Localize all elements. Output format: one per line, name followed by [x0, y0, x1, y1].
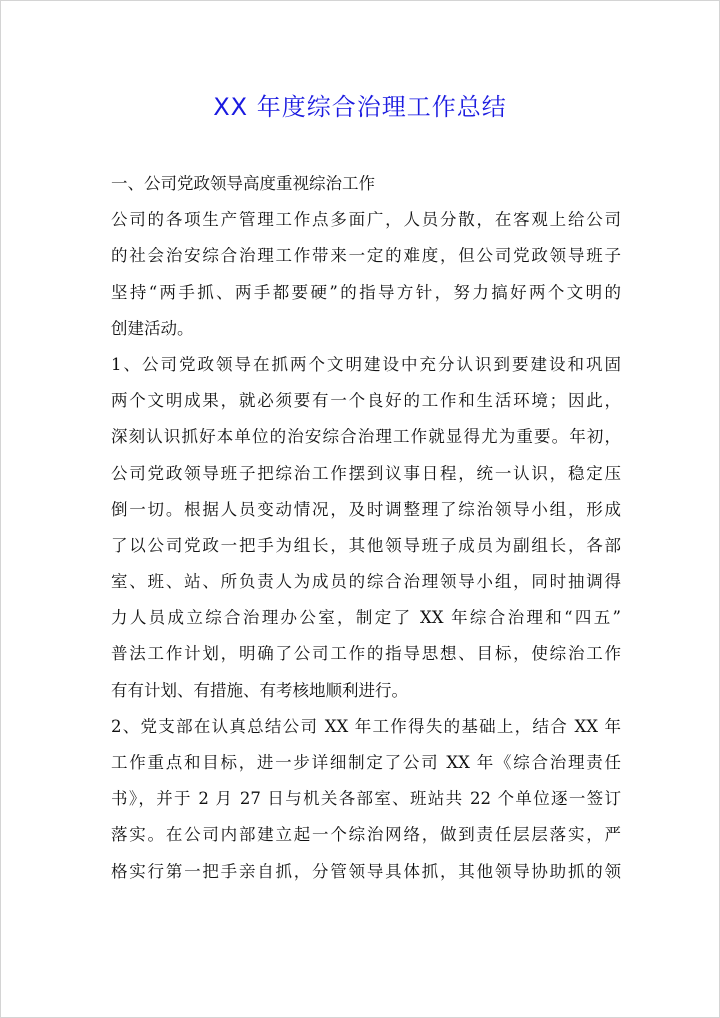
body-line: 创建活动。	[111, 318, 194, 338]
body-line: 2、党支部在认真总结公司 XX 年工作得失的基础上，结合 XX 年	[111, 716, 621, 736]
body-line: 坚持“两手抓、两手都要硬”的指导方针，努力搞好两个文明的	[111, 282, 621, 302]
body-line: 书》，并于 2 月 27 日与机关各部室、班站共 22 个单位逐一签订	[111, 789, 621, 809]
body-line: 1、公司党政领导在抓两个文明建设中充分认识到要建设和巩固	[111, 354, 621, 374]
body-line: 深刻认识抓好本单位的治安综合治理工作就显得尤为重要。年初，	[111, 427, 621, 447]
body-line: 一、公司党政领导高度重视综治工作	[111, 174, 375, 193]
body-line: 倒一切。根据人员变动情况，及时调整理了综治领导小组，形成	[111, 499, 621, 519]
body-line: 力人员成立综合治理办公室，制定了 XX 年综合治理和“四五”	[111, 608, 621, 628]
body-line: 工作重点和目标，进一步详细制定了公司 XX 年《综合治理责任	[111, 753, 621, 772]
body-line: 了以公司党政一把手为组长，其他领导班子成员为副组长，各部	[111, 535, 621, 555]
body-line: 两个文明成果，就必须要有一个良好的工作和生活环境；因此，	[111, 391, 621, 411]
body-line: 公司党政领导班子把综治工作摆到议事日程，统一认识，稳定压	[111, 463, 621, 483]
body-line: 有有计划、有措施、有考核地顺利进行。	[111, 680, 408, 700]
body-line: 的社会治安综合治理工作带来一定的难度，但公司党政领导班子	[111, 246, 621, 266]
body-line: 格实行第一把手亲自抓，分管领导具体抓，其他领导协助抓的领	[111, 861, 621, 881]
body-line: 普法工作计划，明确了公司工作的指导思想、目标，使综治工作	[111, 644, 621, 664]
body-line: 公司的各项生产管理工作点多面广，人员分散，在客观上给公司	[111, 210, 621, 230]
body-line: 室、班、站、所负责人为成员的综合治理领导小组，同时抽调得	[111, 572, 621, 592]
document-body	[111, 166, 621, 890]
body-line: 落实。在公司内部建立起一个综治网络，做到责任层层落实，严	[111, 825, 621, 845]
document-title: XX 年度综合治理工作总结	[213, 93, 507, 121]
